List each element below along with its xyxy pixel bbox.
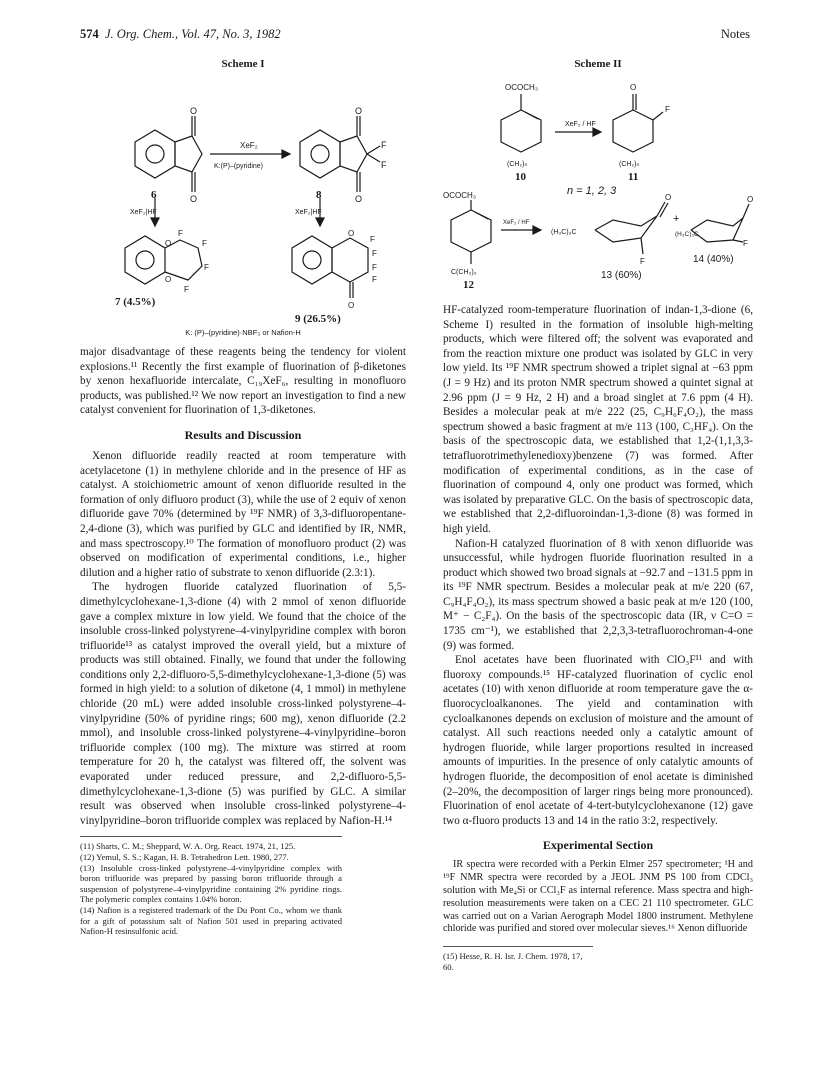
svg-text:F: F [372, 263, 377, 272]
fluoro-13: F [640, 257, 645, 266]
tbu-12: C(CH₃)₃ [451, 269, 477, 276]
ring-11 [613, 110, 653, 152]
section-name: Notes [720, 27, 750, 41]
svg-text:+: + [673, 213, 680, 225]
svg-text:F: F [204, 263, 209, 272]
compound-12-label: 12 [463, 279, 474, 291]
right-paragraph-3: Enol acetates have been fluorinated with ClO₃F¹¹ and with fluoroxy compounds.¹⁵ HF-catalyzed fluorination of cyclic enol acetates (10) with xenon difluoride at room temperature gave the α-fluorocycloalkanones. The yield and contamination with cycloalkanones depends on exclusion of moisture and the amount of catalyst. All such reactions needed only a catalytic amount of hydrogen fluoride, while larger proportions resulted in increased amounts of impurities. In the presence of only catalytic amounts of hydrogen fluoride, the decomposition of enol acetate is diminished (2–20%, the decomposition of larger rings being more pronounced). Fluorination of enol acetate of 4-tert-butylcyclohexanone (12) gave two α-fluoro products 13 and 14 in the ratio 3:2, respectively. [443, 654, 753, 827]
ring-12 [451, 210, 491, 252]
right-paragraph-2: Nafion-H catalyzed fluorination of 8 with xenon difluoride was unsuccessful, while hydrogen fluoride fluorination resulted in a product which showed two broad signals at −92.7 and −131.5 ppm in its ¹⁹F NMR spectrum. Besides a molecular peak at m/e 220 (67, C₉H₄F₄O₂), its mass spectrum showed a basic peak at m/e 120 (100, M⁺ − C₂F₄). On the basis of the spectroscopic data (IR, ν C=O = 1735 cm⁻¹), we established that 2,2,3,3-tetrafluorochroman-4-one (9) was formed. [443, 537, 753, 652]
svg-text:O: O [355, 106, 363, 116]
compound-9-label: 9 (26.5%) [295, 313, 341, 325]
svg-text:O: O [630, 83, 637, 92]
footnotes-right [443, 946, 593, 972]
compound-10-label: 10 [515, 171, 526, 183]
ring-size-10: (CH₂)ₙ [507, 161, 528, 168]
footnote-15: (15) Hesse, R. H. Isr. J. Chem. 1978, 17, 60. [443, 951, 583, 972]
svg-text:O: O [747, 195, 753, 204]
footnote-12: (12) Yemul, S. S.; Kagan, H. B. Tetrahedron Lett. 1980, 277. [80, 852, 289, 862]
svg-text:O: O [190, 106, 198, 116]
five-ring-8 [340, 136, 367, 172]
scheme-2-diagram [443, 70, 753, 292]
reagent-right: XeF₂|HF [295, 209, 322, 216]
benzene-ring-6 [135, 130, 175, 178]
svg-text:F: F [381, 160, 387, 170]
scheme-1-diagram [80, 70, 406, 325]
footnote-14: (14) Nafion is a registered trademark of the Du Pont Co., whom we thank for a gift of potassium salt of Nafion 501 used in preparing activated Nafion-H resinsulfonic acid. [80, 904, 342, 937]
svg-text:O: O [348, 301, 355, 310]
fluoro-14: F [743, 239, 748, 248]
svg-text:F: F [202, 239, 207, 248]
svg-text:O: O [165, 275, 172, 284]
catalyst-label: K:(P)–(pyridine) [214, 163, 264, 170]
results-paragraph-2: The hydrogen fluoride catalyzed fluorination of 5,5-dimethylcyclohexane-1,3-dione (4) with 2 mmol of xenon difluoride gave a complex mixture in low yield. We found that the choice of the insoluble cross-linked polystyrene–4-vinylpyridine complex with boron trifluoride¹³ as catalyst improved the overall yield, but a mixture of products was still obtained. Finally, we found that under the following conditions only 2,2-difluoro-5,5-dimethylcyclohexane-1,3-dione (5) was formed in high yield: to a solution of diketone (4, 1 mmol) in methylene chloride (20 mL) were added insoluble cross-linked polystyrene–4-vinylpyridine (50% of pyridine rings; 600 mg), xenon difluoride (2.2 mmol), and insoluble cross-linked polystyrene–4-vinylpyridine–boron trifluoride complex (100 mg). The mixture was stirred at room temperature for 20 h, the catalyst was filtered off, the solvent was evaporated under reduced pressure, and 2,2-difluoro-5,5-dimethylcyclohexane-1,3-dione (5) was purified by GLC. A similar result was observed when insoluble cross-linked polystyrene–4-vinylpyridine–boron trifluoride complex was replaced by Nafion-H.¹⁴ [80, 581, 406, 827]
benzene-ring-8 [300, 130, 340, 178]
ococh3-12: OCOCH₃ [443, 191, 477, 200]
benzene-ring-7 [125, 236, 165, 284]
footnote-13: (13) Insoluble cross-linked polystyrene–4-vinylpyridine complex with boron trifluoride was prepared by passing boron trifluoride through a suspension of polystyrene–4-vinylpyridine containing 2% pyridine rings. The polymeric complex contains 1.04% boron. [80, 862, 342, 905]
svg-text:F: F [372, 249, 377, 258]
experimental-heading: Experimental Section [542, 838, 654, 853]
journal-citation: J. Org. Chem., Vol. 47, No. 3, 1982 [105, 27, 281, 41]
fluoro-11: F [665, 105, 670, 114]
svg-text:F: F [370, 235, 375, 244]
compound-11-label: 11 [628, 171, 639, 183]
svg-text:O: O [165, 239, 172, 248]
compound-6-label: 6 [151, 189, 157, 201]
svg-text:F: F [184, 285, 189, 294]
ring-size-11: (CH₂)ₙ [619, 161, 640, 168]
scheme-1-title: Scheme I [221, 58, 265, 70]
reagent-12: XeF₂ / HF [503, 220, 530, 226]
intro-paragraph: major disadvantage of these reagents being the tendency for violent explosions.¹¹ Recently the first example of fluorination of β-diketones by xenon hexafluoride intercalate, C₁₉XeF₆, resulting in monofluoro products, was published.¹² We now report an investigation to find a new catalyst convenient for fluorination of 1,3-diketones. [80, 346, 406, 417]
chair-14 [691, 218, 743, 242]
svg-text:O: O [190, 194, 198, 204]
footnotes-left [80, 836, 342, 936]
reagent-10: XeF₂ / HF [565, 121, 596, 128]
benzene-ring-9 [292, 236, 332, 284]
svg-text:O: O [348, 229, 355, 238]
experimental-paragraph: IR spectra were recorded with a Perkin Elmer 257 spectrometer; ¹H and ¹⁹F NMR spectra were recorded by a JEOL JNM PS 100 from CDCl₃ solution with Me₄Si or CCl₃F as internal reference. Mass spectra and high-resolution measurements were taken on a CEC 21 110 spectrometer. GLC was carried out on a Varian Aerograph Model 1800 instrument. Methylene chloride was purified and stored over molecular sieves.¹⁶ Xenon difluoride [443, 859, 753, 935]
scheme-1-footer: K: (P)–(pyridine)·NBF₃ or Nafion-H [185, 328, 301, 337]
svg-text:F: F [372, 275, 377, 284]
n-values: n = 1, 2, 3 [567, 185, 617, 197]
chair-13 [595, 216, 657, 242]
ring-10 [501, 110, 541, 152]
compound-8-label: 8 [316, 189, 322, 201]
product-13-label: 13 (60%) [601, 270, 642, 281]
page-number: 574 [80, 27, 99, 41]
results-heading: Results and Discussion [184, 427, 302, 442]
running-head [80, 27, 281, 42]
tbu-13: (H₃C)₃C [551, 229, 577, 236]
results-paragraph-1: Xenon difluoride readily reacted at room temperature with acetylacetone (1) in methylene chloride and in the presence of HF as catalyst. A stoichiometric amount of xenon difluoride resulted in the formation of only difluoro product (3), while the use of 2 equiv of xenon difluoride gave 70% (determined by ¹⁹F NMR) of 3,3-difluoropentane-2,4-dione (3), which was purified by GLC and identified by IR, NMR, and mass spectroscopy.¹⁰ The formation of monofluoro product (2) was observed on modification of experimental conditions, i.e., higher dilution and a higher ratio of substrate to xenon difluoride (2.3:1). [80, 449, 406, 579]
svg-text:O: O [355, 194, 363, 204]
right-column [443, 52, 753, 972]
left-column [80, 52, 406, 937]
tbu-14: (H₃C)₃C [675, 231, 699, 238]
right-paragraph-1: HF-catalyzed room-temperature fluorination of indan-1,3-dione (6, Scheme I) resulted in the formation of insoluble high-melting products, which were filtered off; the solvent was evaporated and from the reaction mixture one product was isolated by GLC in very low yield. Its ¹⁹F NMR spectrum showed a triplet signal at −63 ppm (J = 9 Hz) and its proton NMR spectrum showed a quintet signal at 2.96 ppm (J = 9 Hz, 2 H) and a broad singlet at 7.6 ppm (4 H). Besides a molecular peak at m/e 222 (25, C₉H₆F₄O₂), the mass spectrum showed a basic fragment at m/e 113 (100, C₃HF₄). On the basis of the spectroscopic data, we established that 1,2-(1,1,3,3-tetrafluorotrimethylenedioxy)benzene (7) was formed. After modification of experimental conditions, as in the case of fluorination of compound 4, only one product was formed, which was isolated by preparative GLC. On the basis of spectroscopic data, we established that 2,2-difluoroindan-1,3-dione (8) was formed in high yield. [443, 304, 753, 535]
five-ring-6 [175, 136, 202, 172]
product-14-label: 14 (40%) [693, 254, 734, 265]
svg-text:O: O [665, 193, 672, 202]
ococh3-10: OCOCH₃ [505, 83, 539, 92]
pyranone-ring-9 [332, 238, 368, 282]
reagent-xef2: XeF₂ [240, 141, 258, 150]
compound-7-label: 7 (4.5%) [115, 296, 156, 308]
footnote-11: (11) Sharts, C. M.; Sheppard, W. A. Org. React. 1974, 21, 125. [80, 841, 296, 852]
reagent-left: XeF₂|HF [130, 209, 157, 216]
svg-text:F: F [178, 229, 183, 238]
scheme-2-title: Scheme II [574, 58, 622, 70]
svg-text:F: F [381, 140, 387, 150]
